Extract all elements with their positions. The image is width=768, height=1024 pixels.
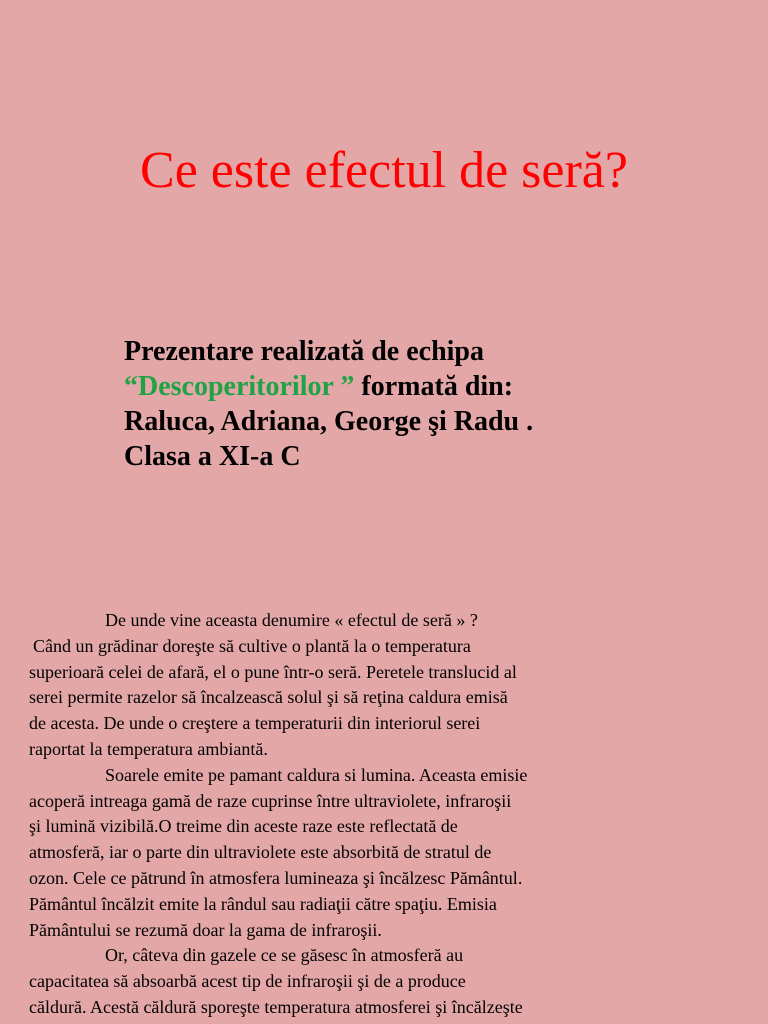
body-line: şi lumină vizibilă.O treime din aceste raze este reflectată de	[29, 816, 458, 837]
credits-line-2	[124, 369, 533, 404]
credits-line-2-rest: formată din:	[354, 371, 514, 402]
credits-members: Raluca, Adriana, George şi Radu .	[124, 406, 534, 437]
credits-line-1: Prezentare realizată de echipa	[124, 336, 484, 367]
body-line: de acesta. De unde o creştere a temperaturii din interiorul serei	[29, 713, 481, 734]
body-line: Pământului se rezumă doar la gama de infraroşii.	[29, 919, 382, 940]
team-name: “Descoperitorilor ”	[124, 371, 355, 402]
credits-block	[124, 334, 533, 474]
body-line: acoperă intreaga gamă de raze cuprinse între ultraviolete, infraroşii	[29, 790, 512, 811]
body-line: ozon. Cele ce pătrund în atmosfera lumineaza şi încălzesc Pământul.	[29, 867, 523, 888]
body-line: raportat la temperatura ambiantă.	[29, 738, 268, 759]
body-text	[29, 608, 749, 1021]
body-line: Când un grădinar doreşte să cultive o plantă la o temperatura	[33, 635, 471, 656]
body-line: Or, câteva din gazele ce se găsesc în atmosferă au	[105, 945, 464, 966]
body-line: Soarele emite pe pamant caldura si lumina. Aceasta emisie	[105, 764, 528, 785]
body-line: superioară celei de afară, el o pune într-o seră. Peretele translucid al	[29, 661, 517, 682]
credits-class: Clasa a XI-a C	[124, 441, 301, 472]
body-line: atmosferă, iar o parte din ultraviolete este absorbită de stratul de	[29, 842, 492, 863]
body-line: Pământul încălzit emite la rândul sau radiaţii către spaţiu. Emisia	[29, 893, 497, 914]
body-line: De unde vine aceasta denumire « efectul de seră » ?	[105, 610, 478, 630]
body-line: capacitatea să absoarbă acest tip de infraroşii şi de a produce	[29, 971, 466, 992]
page-title: Ce este efectul de seră?	[140, 142, 628, 199]
body-line: căldură. Acestă căldură sporeşte temperatura atmosferei şi încălzeşte	[29, 996, 523, 1017]
body-line: serei permite razelor să încalzească solul şi să reţina caldura emisă	[29, 687, 508, 708]
